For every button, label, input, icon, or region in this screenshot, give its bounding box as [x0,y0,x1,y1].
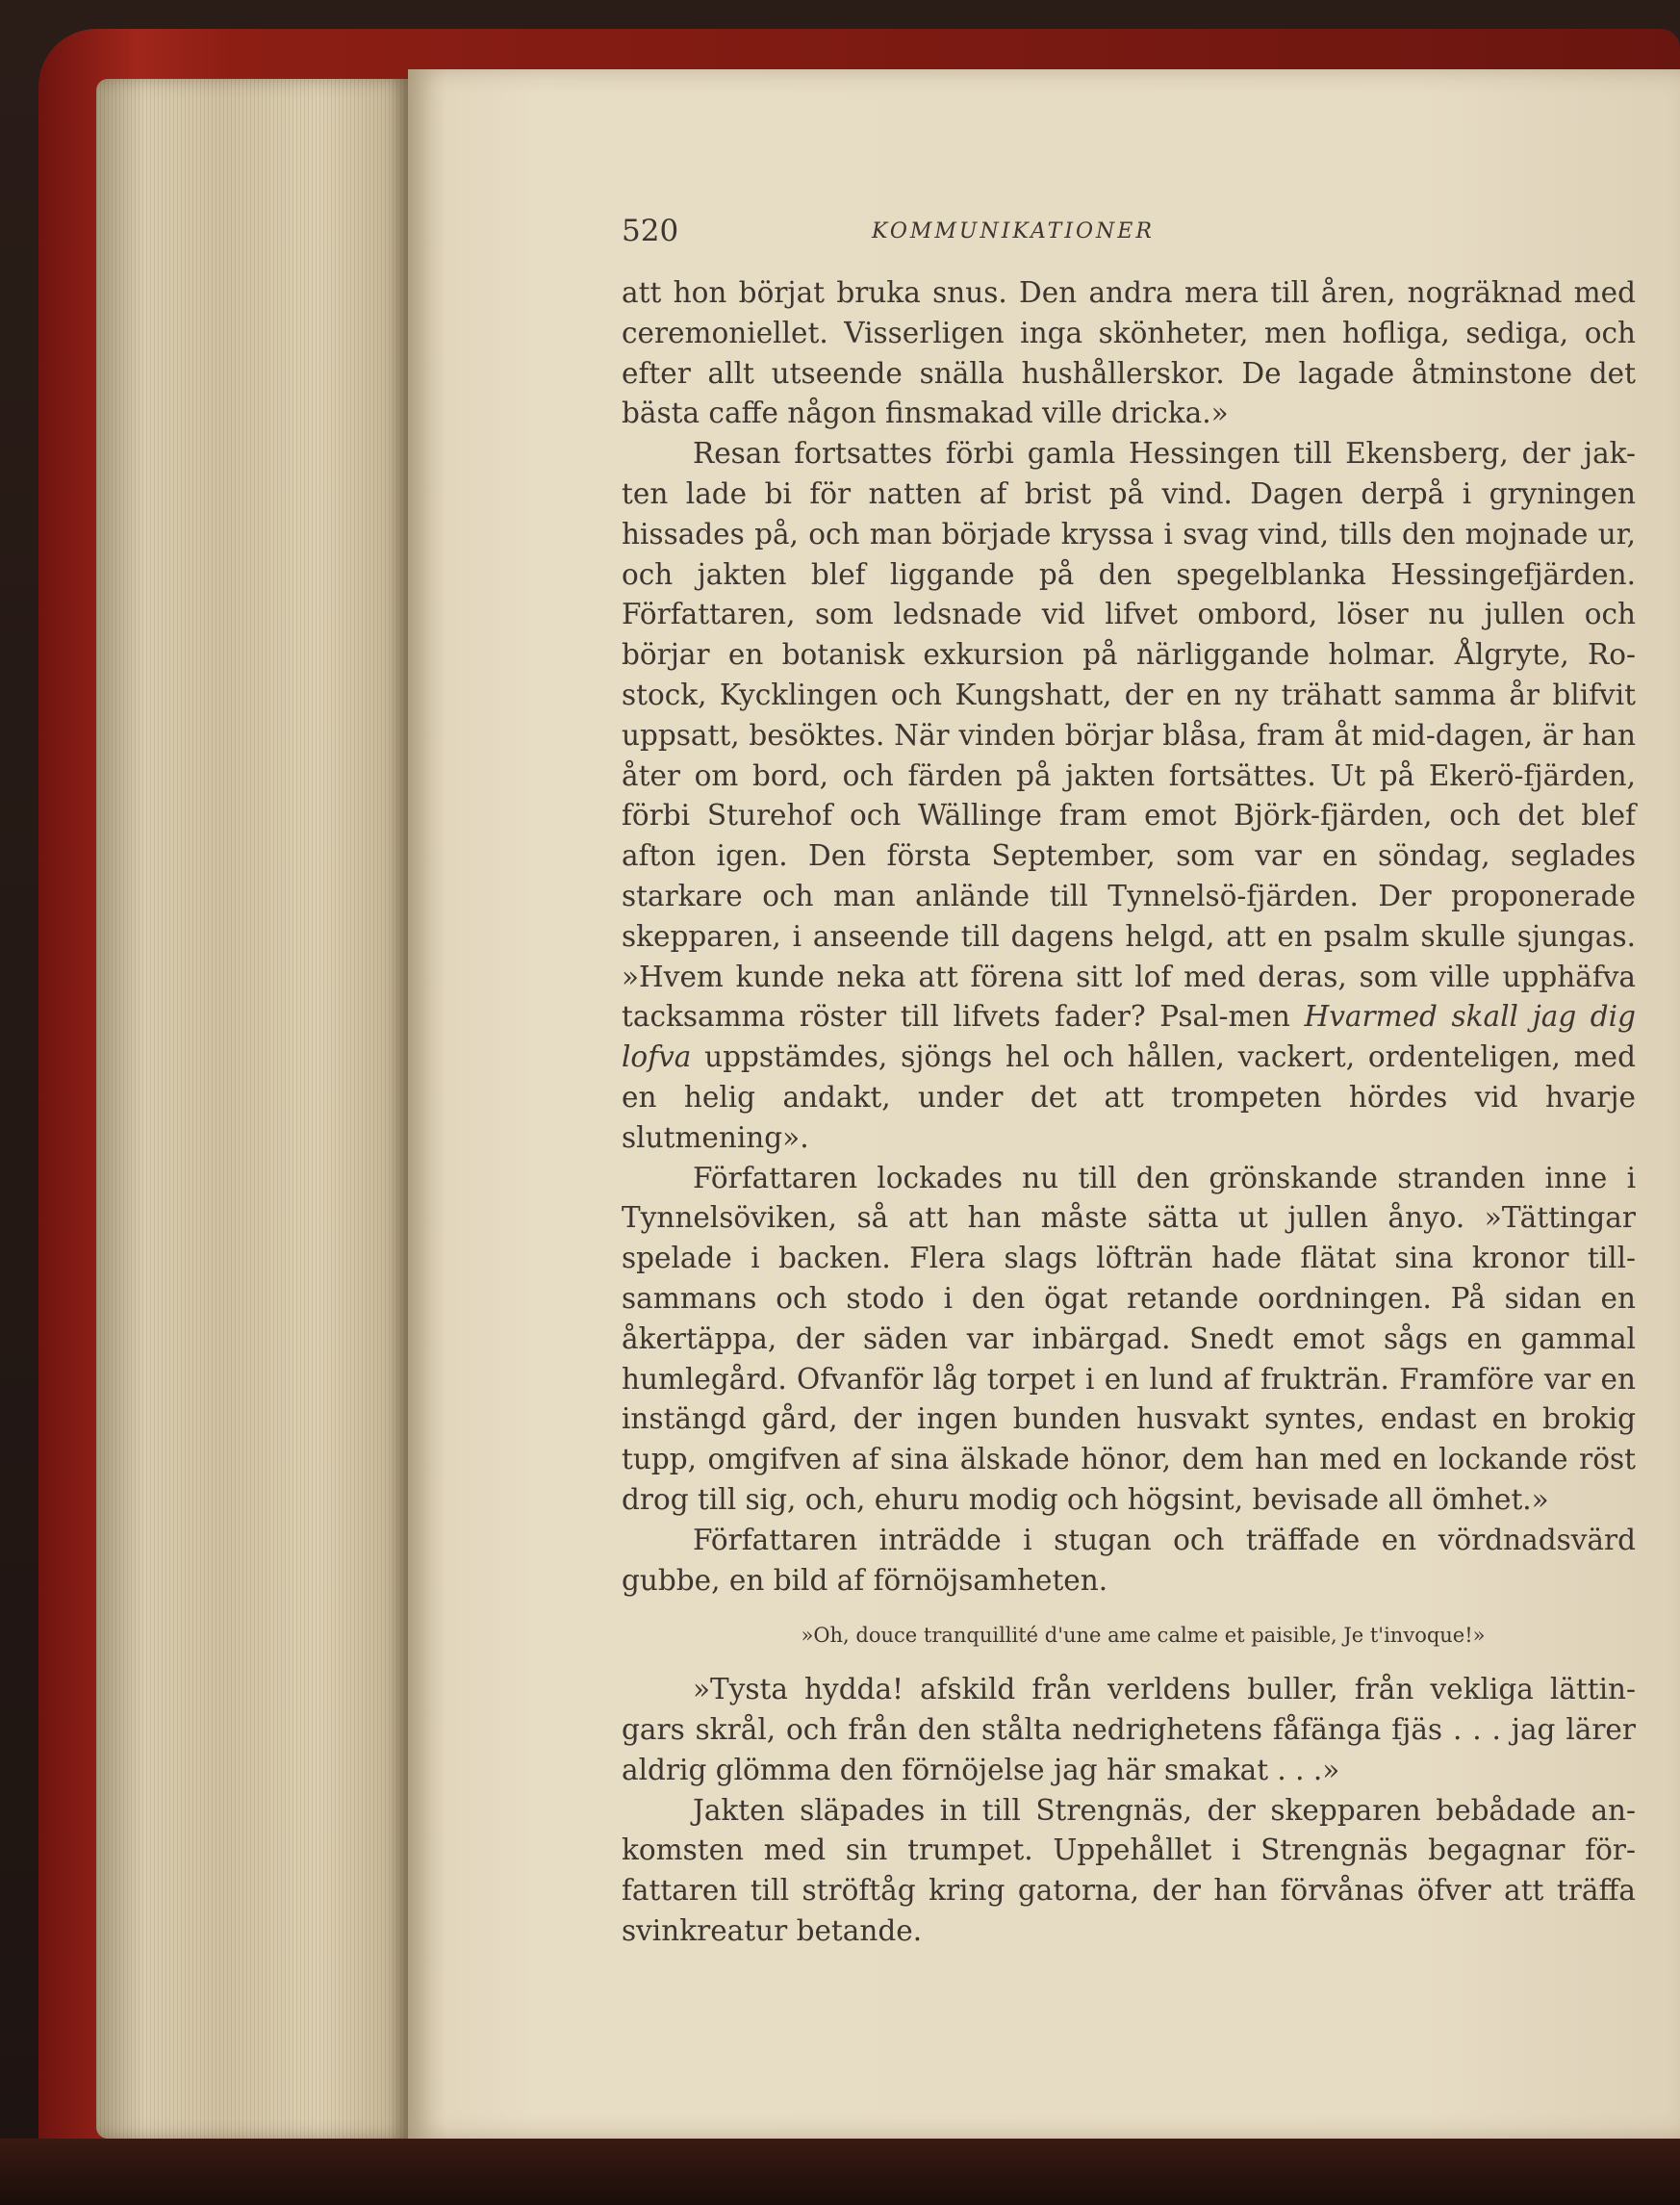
bottom-shadow [0,2139,1680,2205]
paragraph-3: Författaren lockades nu till den grönskande stranden inne i Tynnelsöviken, så att han måste sätta ut jullen ånyo. »Tättingar spelade i backen. Flera slags löfträn hade flätat sina kronor till-sammans och stodo i den ögat retande oordningen. På sidan en åkertäppa, der säden var inbärgad. Snedt emot sågs en gammal humlegård. Ofvanför låg torpet i en lund af frukträn. Framföre var en instängd gård, der ingen bunden husvakt syntes, endast en brokig tupp, omgifven af sina älskade hönor, dem han med en lockande röst drog till sig, och, ehuru modig och högsint, bevisade all ömhet.» [622,1161,1636,1516]
paragraph-4: Författaren inträdde i stugan och träffade en vördnadsvärd gubbe, en bild af förnöjsamheten. [622,1523,1636,1597]
french-quote: »Oh, douce tranquillité d'une ame calme et paisible, Je t'invoque!» [801,1624,1486,1648]
page-header [622,214,1636,260]
book-page [408,69,1680,2139]
paragraph-1: att hon börjat bruka snus. Den andra mera till åren, nogräknad med ceremoniellet. Visserligen inga skönheter, men hofliga, sediga, och efter allt utseende snälla hushållerskor. De lagade åtminstone det bästa caffe någon finsmakad ville dricka.» [622,276,1636,430]
running-head: KOMMUNIKATIONER [872,219,1155,244]
paragraph-2 [622,434,1636,1158]
text-block [622,214,1636,1952]
paragraph-6: Jakten släpades in till Strengnäs, der skepparen bebådade an-komsten med sin trumpet. Uppehållet i Strengnäs begagnar för-fattaren till ströftåg kring gatorna, der han förvånas öfver att träffa svinkreatur betande. [622,1793,1636,1948]
page-edges [96,79,414,2139]
paragraph-5: »Tysta hydda! afskild från verldens buller, från vekliga lättin-gars skrål, och från den stålta nedrighetens fåfänga fjäs . . . jag lärer aldrig glömma den förnöjelse jag här smakat . . .» [622,1673,1636,1786]
hymn-title: Hvarmed skall jag dig lofva [622,1000,1636,1074]
page-number: 520 [622,214,679,248]
paragraph-2-continuation: uppstämdes, sjöngs hel och hållen, vackert, ordenteligen, med en helig andakt, under det att trompeten hördes vid hvarje slutmening». [622,1040,1636,1154]
paragraph-2-text: Resan fortsattes förbi gamla Hessingen till Ekensberg, der jak-ten lade bi för natten af brist på vind. Dagen derpå i gryningen hissades på, och man började kryssa i svag vind, tills den mojnade ur, och jakten blef liggande på den spegelblanka Hessingefjärden. Författaren, som ledsnade vid lifvet ombord, löser nu jullen och börjar en botanisk exkursion på närliggande holmar. Ålgryte, Ro-stock, Kycklingen och Kungshatt, der en ny trähatt samma år blifvit uppsatt, besöktes. När vinden börjar blåsa, fram åt mid-dagen, är han åter om bord, och färden på jakten fortsättes. Ut på Ekerö-fjärden, förbi Sturehof och Wällinge fram emot Björk-fjärden, och det blef afton igen. Den första September, som var en söndag, seglades starkare och man anlände till Tynnelsö-fjärden. Der proponerade skepparen, i anseende till dagens helgd, att en psalm skulle sjungas. »Hvem kunde neka att förena sitt lof med deras, som ville upphäfva tacksamma röster till lifvets fader? Psal-men [622,437,1636,1034]
